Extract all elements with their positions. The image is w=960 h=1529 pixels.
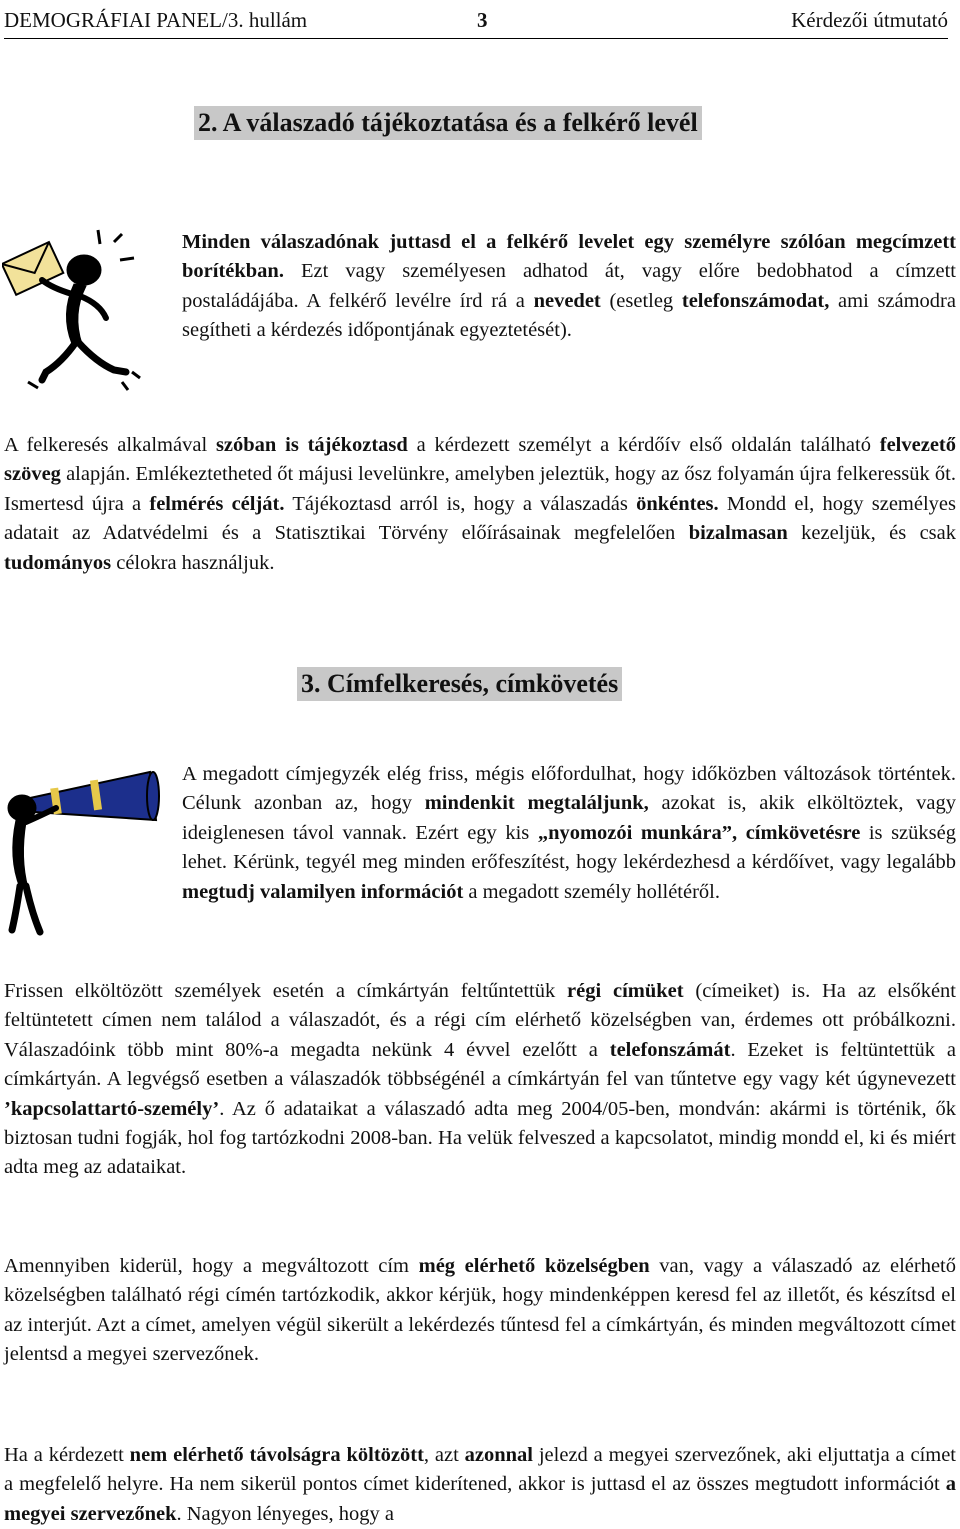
header-guide-label: Kérdezői útmutató	[791, 8, 948, 32]
page-header	[4, 2, 948, 39]
header-title: DEMOGRÁFIAI PANEL/3. hullám	[4, 8, 308, 32]
letter-figure-icon	[2, 222, 142, 394]
page-number: 3	[477, 8, 488, 32]
section-3-title: 3. Címfelkeresés, címkövetés	[297, 667, 622, 701]
section-3-paragraph-4: Ha a kérdezett nem elérhető távolságra költözött, azt azonnal jelezd a megyei szervezőnek, aki eljuttatja a címet a megfelelő helyre. Ha nem sikerül pontos címet kiderítened, akkor is juttasd el az összes megtudott információt a megyei szervezőnek. Nagyon lényeges, hogy a	[4, 1444, 957, 1525]
section-3-paragraph-2: Frissen elköltözött személyek esetén a címkártyán feltűntettük régi címüket (címeiket) is. Ha az elsőként feltüntetett címen nem találod a válaszadót, és a régi cím elérhető közelségben van, érdemes ott próbálkozni. Válaszadóink több mint 80%-a megadta nekünk 4 évvel ezelőtt a telefonszámát. Ezeket is feltüntettük a címkártyán. A legvégső esetben a válaszadók többségénél a címkártyán fel van tűntetve egy vagy két úgynevezett ’kapcsolattartó-személy’. Az ő adataikat a válaszadó adta meg 2004/05-ben, mondván: akármi is történik, ők biztosan tudni fogják, hol fog tartózkodni 2008-ban. Ha velük felveszed a kapcsolatot, mindig mondd el, ki és miért adta meg az adataikat.	[4, 980, 957, 1179]
section-2-title: 2. A válaszadó tájékoztatása és a felkérő levél	[194, 106, 702, 140]
section-3-paragraph-3: Amennyiben kiderül, hogy a megváltozott cím még elérhető közelségben van, vagy a válaszadó az elérhető közelségben található régi címén tartózkodik, akkor kérjük, hogy mindenképpen keresd fel az illetőt, és készítsd el az interjút. Azt a címet, amelyen végül sikerült a lekérdezés tűntesd fel a címkártyán, és minden megváltozott címet jelentsd a megyei szervezőnek.	[4, 1255, 956, 1366]
section-3-paragraph-1: A megadott címjegyzék elég friss, mégis előfordulhat, hogy időközben változások történtek. Célunk azonban az, hogy mindenkit megtaláljunk, azokat is, akik elköltöztek, vagy ideiglenesen távol vannak. Ezért egy kis „nyomozói munkára”, címkövetésre is szükség lehet. Kérünk, tegyél meg minden erőfeszítést, hogy lekérdezhesd a kérdőívet, vagy legalább megtudj valamilyen információt a megadott személy hollétéről.	[182, 763, 957, 903]
section-2-paragraph-1: Minden válaszadónak juttasd el a felkérő levelet egy személyre szólóan megcímzett borítékban. Ezt vagy személyesen adhatod át, vagy előre bedobhatod a címzett postaládájába. A felkérő levélre írd rá a nevedet (esetleg telefonszámodat, ami számodra segítheti a kérdezés időpontjának egyeztetését).	[182, 231, 956, 342]
telescope-figure-icon	[0, 768, 168, 940]
section-2-paragraph-2: A felkeresés alkalmával szóban is tájékoztasd a kérdezett személyt a kérdőív első oldalán található felvezető szöveg alapján. Emlékeztetheted őt májusi levelünkre, amelyben jeleztük, hogy az ősz folyamán újra felkeressük őt. Ismertesd újra a felmérés célját. Tájékoztasd arról is, hogy a válaszadás önkéntes. Mondd el, hogy személyes adatait az Adatvédelmi és a Statisztikai Törvény előírásainak megfelelően bizalmasan kezeljük, és csak tudományos célokra használjuk.	[4, 434, 956, 574]
p1-bold-intro: Minden válaszadónak juttasd el a felkérő levelet egy személyre szólóan megcímzett borítékban.	[182, 231, 956, 283]
